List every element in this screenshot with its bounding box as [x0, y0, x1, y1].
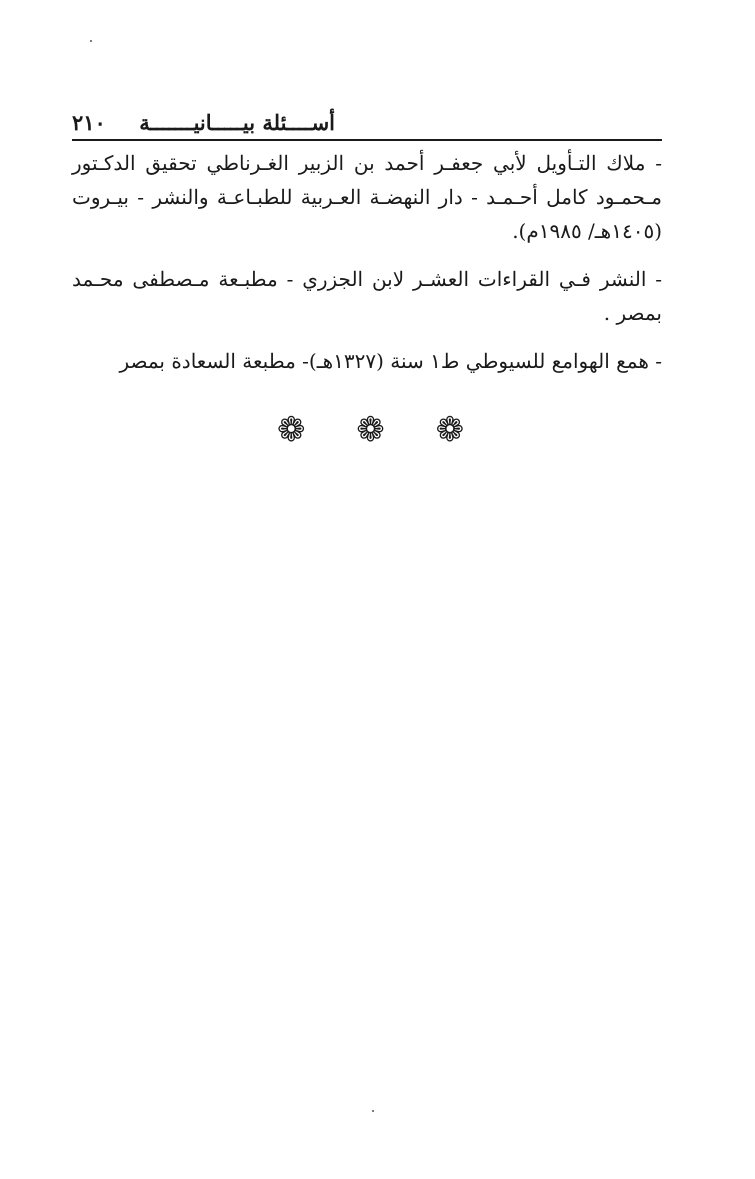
bibliography-list	[72, 146, 662, 392]
scan-speck	[372, 1110, 374, 1112]
flower-ornament-icon: ❁	[276, 410, 320, 450]
page-number: ٢١٠	[72, 110, 106, 135]
entry-text: - ملاك التـأويل لأبي جعفـر أحمد بن الزبير الغـرناطي تحقيق الدكـتور مـحمـود كامل أحـمـد - دار النهضـة العـربية للطبـاعـة والنشر - بيـروت (١٤٠٥هـ/ ١٩٨٥م).	[72, 151, 662, 243]
entry-text: - همع الهوامع للسيوطي ط١ سنة (١٣٢٧هـ)- مطبعة السعادة بمصر	[119, 349, 662, 373]
page-header	[72, 108, 660, 138]
section-end-ornament	[0, 410, 755, 450]
bibliography-entry	[72, 146, 662, 248]
scan-speck	[90, 40, 92, 42]
bibliography-entry	[72, 344, 662, 378]
running-title: أســــئلة بيـــــانيـــــــة	[139, 110, 335, 135]
bibliography-entry	[72, 262, 662, 330]
entry-text: - النشر فـي القراءات العشـر لابن الجزري - مطبـعة مـصطفى محـمد بمصر .	[72, 267, 662, 325]
flower-ornament-icon: ❁	[435, 410, 479, 450]
flower-ornament-icon: ❁	[356, 410, 399, 450]
header-rule	[72, 139, 662, 141]
